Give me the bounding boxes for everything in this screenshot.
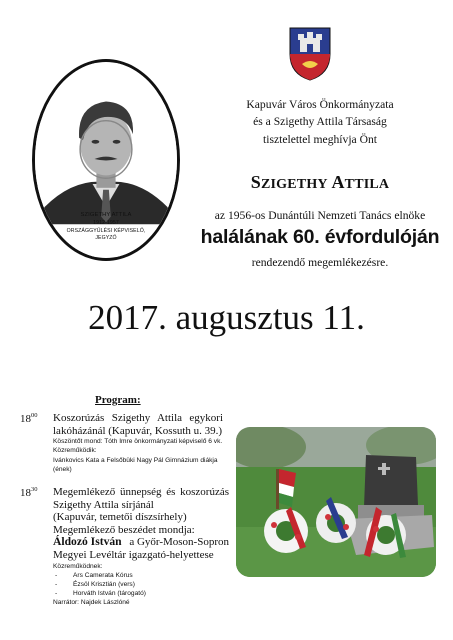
speaker-name: Áldozó István <box>53 535 122 549</box>
program-item-2-text: Megemlékező ünnepség és koszorúzás <box>53 486 229 498</box>
contributor-item: - Ézsöl Krisztián (vers) <box>55 580 135 588</box>
program-item-1-contrib-label: Közreműködik: <box>53 447 97 455</box>
event-date: 2017. augusztus 11. <box>88 298 365 337</box>
program-time-1: $18^{00}$ <box>20 412 38 425</box>
program-item-2-location: (Kapuvár, temetői díszsírhely) <box>53 511 187 524</box>
program-item-1 <box>53 412 223 474</box>
program-item-2-contrib-label: Közreműködnek: <box>53 562 103 570</box>
program-time-2: $18^{30}$ <box>20 486 38 499</box>
grave-photo-image <box>236 427 436 577</box>
honoree-name: SZIGETHY ATTILA <box>250 172 390 192</box>
program-item-1-contrib-note: (ének) <box>53 465 72 473</box>
program-item-1-text: Koszorúzás Szigethy Attila egykori <box>53 412 223 424</box>
council-line: az 1956-os Dunántúli Nemzeti Tanács elnöke <box>214 209 426 222</box>
invitation-line-1: Kapuvár Város Önkormányzata <box>246 98 394 111</box>
program-item-1-location: lakóházánál (Kapuvár, Kossuth u. 39.) <box>53 424 223 437</box>
program-item-1-greeting: Köszöntőt mond: Tóth Imre önkormányzati képviselő 6 vk. <box>53 438 223 446</box>
portrait-caption-name: SZIGETHY ATTILA <box>80 212 132 218</box>
invitation-line-3: tisztelettel meghívja Önt <box>263 133 377 146</box>
program-item-1-contrib: Ivánkovics Kata a Felsőbüki Nagy Pál Gimnázium diákja <box>53 456 218 464</box>
program-item-2-speaker <box>53 536 229 549</box>
portrait-caption-years: 1912-1957 <box>93 220 119 226</box>
program-item-2-speech-label: Megemlékező beszédet mondja: <box>53 523 195 536</box>
anniversary-line: halálának 60. évfordulóján <box>200 226 440 248</box>
program-title: Program: <box>95 394 141 406</box>
contributor-item: - Horváth István (tárogató) <box>55 590 146 598</box>
program-item-2-place: Szigethy Attila sírjánál <box>53 498 154 511</box>
portrait-caption-role: ORSZÁGGYŰLÉSI KÉPVISELŐ, <box>66 228 146 234</box>
grave-photo <box>236 427 436 577</box>
portrait-frame <box>32 59 180 261</box>
invitation-line-2: és a Szigethy Attila Társaság <box>253 115 387 128</box>
speaker-org: Megyei Levéltár igazgató-helyettese <box>53 548 214 561</box>
speaker-role: a Győr-Moson-Sopron <box>129 536 229 549</box>
contributor-item: - Ars Camerata Kórus <box>55 571 133 579</box>
event-line: rendezendő megemlékezésre. <box>251 256 389 269</box>
program-item-2-narrator: Narrátor: Najdek Lászlóné <box>53 599 130 607</box>
coat-of-arms-icon <box>288 24 332 82</box>
program-item-2 <box>53 486 229 608</box>
portrait-caption-role2: JEGYZŐ <box>95 235 117 241</box>
